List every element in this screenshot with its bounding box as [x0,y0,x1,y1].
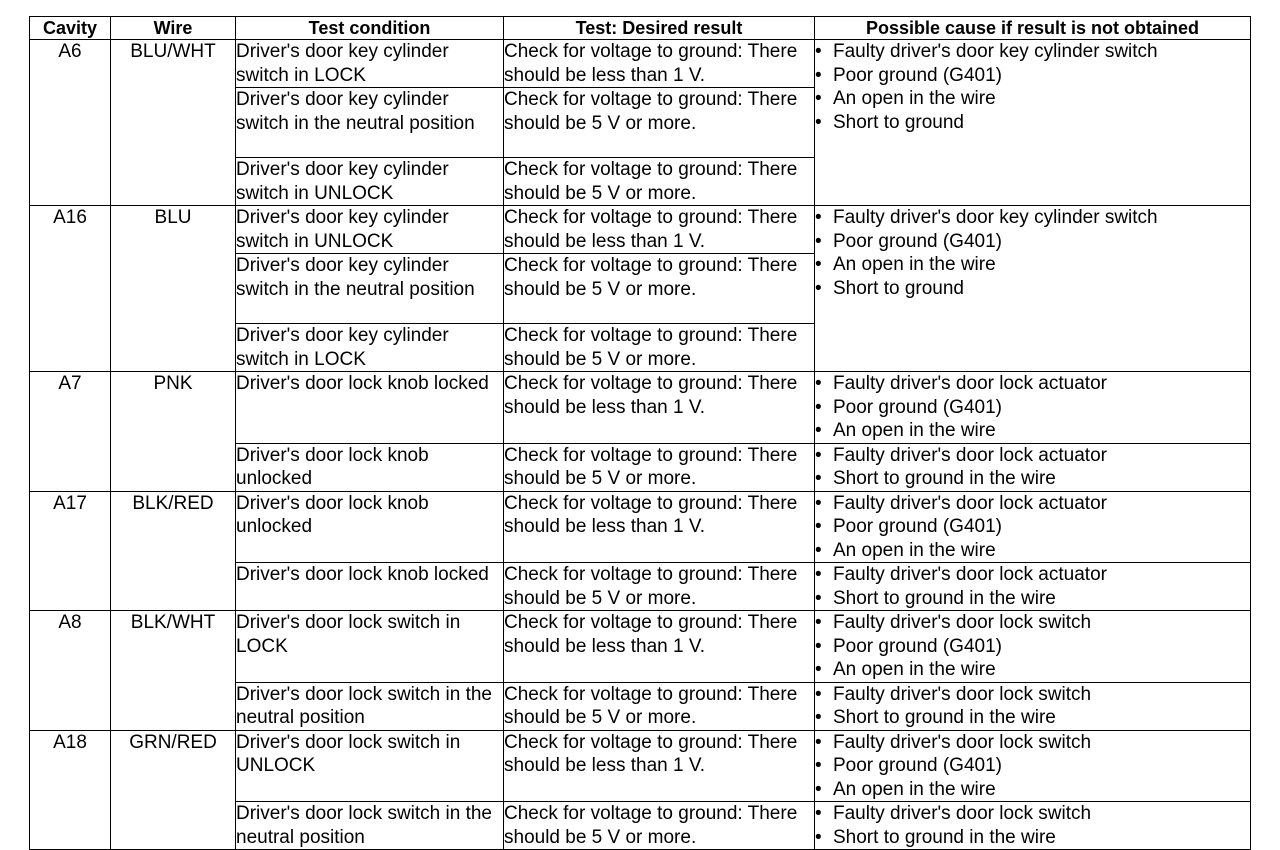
cause-item: • Poor ground (G401) [815,64,1250,88]
cavity-label: A6 [58,41,82,62]
cause-item: • Faulty driver's door key cylinder switch [815,206,1250,230]
header-cavity: Cavity [30,17,111,40]
cause-item: • Faulty driver's door lock actuator [815,444,1250,468]
desired-result-text: Check for voltage to ground: There should be 5 V or more. [504,159,798,204]
cause-item: • Short to ground [815,277,1250,301]
cause-item: • Faulty driver's door key cylinder switch [815,40,1250,64]
test-condition-text: Driver's door lock knob unlocked [236,492,429,537]
cause-item: • Faulty driver's door lock actuator [815,372,1250,396]
wire-label: BLK/RED [132,492,214,514]
cavity-cell [30,372,111,492]
table-row [30,206,1251,254]
cause-list [815,40,1250,134]
cause-item: • Faulty driver's door lock switch [815,802,1250,826]
desired-result-cell [504,802,815,850]
test-condition-text: Driver's door lock knob unlocked [236,444,429,489]
desired-result-text: Check for voltage to ground: There should be less than 1 V. [504,207,798,252]
test-condition-cell [236,88,504,158]
desired-result-text: Check for voltage to ground: There should be 5 V or more. [504,89,798,134]
cause-list [815,372,1250,443]
cause-list [815,802,1250,849]
cause-list [815,206,1250,300]
cause-item: • An open in the wire [815,658,1250,682]
desired-result-text: Check for voltage to ground: There should be 5 V or more. [504,564,798,609]
desired-result-cell [504,158,815,206]
header-desired-result: Test: Desired result [504,17,815,40]
header-possible-cause: Possible cause if result is not obtained [815,17,1251,40]
test-condition-text: Driver's door key cylinder switch in UNLOCK [236,207,449,252]
cause-list [815,611,1250,682]
wire-label: BLU/WHT [130,41,216,62]
test-condition-cell [236,40,504,88]
cause-item: • Faulty driver's door lock switch [815,731,1250,755]
cavity-label: A7 [58,373,82,394]
cause-item: • An open in the wire [815,539,1250,563]
cause-list [815,731,1250,802]
cause-item: • Short to ground in the wire [815,467,1250,491]
cavity-cell [30,206,111,372]
test-condition-text: Driver's door key cylinder switch in the neutral position [236,255,475,300]
wire-label: BLK/WHT [130,612,216,633]
cause-item: • Faulty driver's door lock actuator [815,563,1250,587]
test-condition-text: Driver's door lock switch in the neutral position [236,803,492,848]
cause-list [815,683,1250,730]
table-row [30,730,1251,802]
test-table [29,16,1251,850]
possible-cause-cell [815,443,1251,491]
wire-cell [111,491,236,611]
possible-cause-cell [815,682,1251,730]
test-condition-cell [236,491,504,563]
wire-cell [111,206,236,372]
test-condition-cell [236,372,504,444]
cavity-label: A16 [53,207,87,228]
desired-result-cell [504,563,815,611]
desired-result-cell [504,324,815,372]
test-condition-text: Driver's door lock knob locked [236,373,489,394]
table-row [30,372,1251,444]
table-row [30,611,1251,683]
test-condition-cell [236,206,504,254]
test-condition-cell [236,254,504,324]
desired-result-text: Check for voltage to ground: There should be 5 V or more. [504,325,798,370]
desired-result-text: Check for voltage to ground: There should be less than 1 V. [504,41,798,86]
desired-result-text: Check for voltage to ground: There should be 5 V or more. [504,803,798,848]
desired-result-cell [504,254,815,324]
cause-item: • An open in the wire [815,778,1250,802]
desired-result-cell [504,88,815,158]
desired-result-cell [504,206,815,254]
possible-cause-cell [815,802,1251,850]
possible-cause-cell [815,372,1251,444]
cause-item: • An open in the wire [815,419,1250,443]
possible-cause-cell [815,491,1251,563]
test-condition-cell [236,324,504,372]
cause-item: • Short to ground in the wire [815,706,1250,730]
cavity-label: A8 [58,612,82,633]
cause-item: • Poor ground (G401) [815,515,1250,539]
cause-list [815,563,1250,610]
desired-result-cell [504,40,815,88]
desired-result-text: Check for voltage to ground: There should be less than 1 V. [504,731,798,776]
cavity-cell [30,611,111,731]
test-condition-text: Driver's door key cylinder switch in the neutral position [236,89,475,134]
possible-cause-cell [815,730,1251,802]
wire-cell [111,611,236,731]
cause-item: • Short to ground in the wire [815,826,1250,850]
cause-item: • Poor ground (G401) [815,754,1250,778]
cavity-label: A17 [53,492,87,514]
test-condition-text: Driver's door key cylinder switch in LOCK [236,325,449,370]
desired-result-cell [504,611,815,683]
cause-item: • Faulty driver's door lock actuator [815,492,1250,516]
cavity-cell [30,491,111,611]
test-condition-cell [236,802,504,850]
desired-result-cell [504,730,815,802]
cause-item: • An open in the wire [815,87,1250,111]
wire-label: GRN/RED [129,731,217,753]
desired-result-text: Check for voltage to ground: There should be less than 1 V. [504,373,798,418]
test-condition-text: Driver's door key cylinder switch in LOCK [236,41,449,86]
possible-cause-cell [815,40,1251,206]
wire-cell [111,40,236,206]
cause-item: • An open in the wire [815,253,1250,277]
test-condition-cell [236,682,504,730]
cause-item: • Faulty driver's door lock switch [815,611,1250,635]
test-condition-cell [236,611,504,683]
test-condition-cell [236,563,504,611]
test-condition-cell [236,730,504,802]
table-row [30,40,1251,88]
desired-result-text: Check for voltage to ground: There should be 5 V or more. [504,255,798,300]
desired-result-cell [504,682,815,730]
desired-result-text: Check for voltage to ground: There should be less than 1 V. [504,492,798,537]
test-condition-text: Driver's door key cylinder switch in UNLOCK [236,159,449,204]
cause-list [815,444,1250,491]
cause-item: • Poor ground (G401) [815,396,1250,420]
test-condition-text: Driver's door lock knob locked [236,564,489,585]
cavity-cell [30,40,111,206]
test-condition-cell [236,443,504,491]
wire-cell [111,372,236,492]
desired-result-text: Check for voltage to ground: There should be less than 1 V. [504,612,798,657]
desired-result-cell [504,372,815,444]
desired-result-cell [504,491,815,563]
cause-item: • Poor ground (G401) [815,635,1250,659]
cause-list [815,492,1250,563]
header-test-condition: Test condition [236,17,504,40]
wire-label: PNK [153,373,193,394]
desired-result-cell [504,443,815,491]
possible-cause-cell [815,563,1251,611]
wire-label: BLU [154,207,192,228]
test-condition-text: Driver's door lock switch in LOCK [236,612,461,657]
desired-result-text: Check for voltage to ground: There should be 5 V or more. [504,683,798,728]
cause-item: • Short to ground [815,111,1250,135]
cause-item: • Short to ground in the wire [815,587,1250,611]
cavity-label: A18 [53,731,87,753]
test-condition-text: Driver's door lock switch in the neutral position [236,683,492,728]
cause-item: • Poor ground (G401) [815,230,1250,254]
test-condition-cell [236,158,504,206]
possible-cause-cell [815,611,1251,683]
test-condition-text: Driver's door lock switch in UNLOCK [236,731,461,776]
cause-item: • Faulty driver's door lock switch [815,683,1250,707]
possible-cause-cell [815,206,1251,372]
header-wire: Wire [111,17,236,40]
table-row [30,491,1251,563]
desired-result-text: Check for voltage to ground: There should be 5 V or more. [504,444,798,489]
wire-cell [111,730,236,850]
header-row [30,17,1251,40]
cavity-cell [30,730,111,850]
